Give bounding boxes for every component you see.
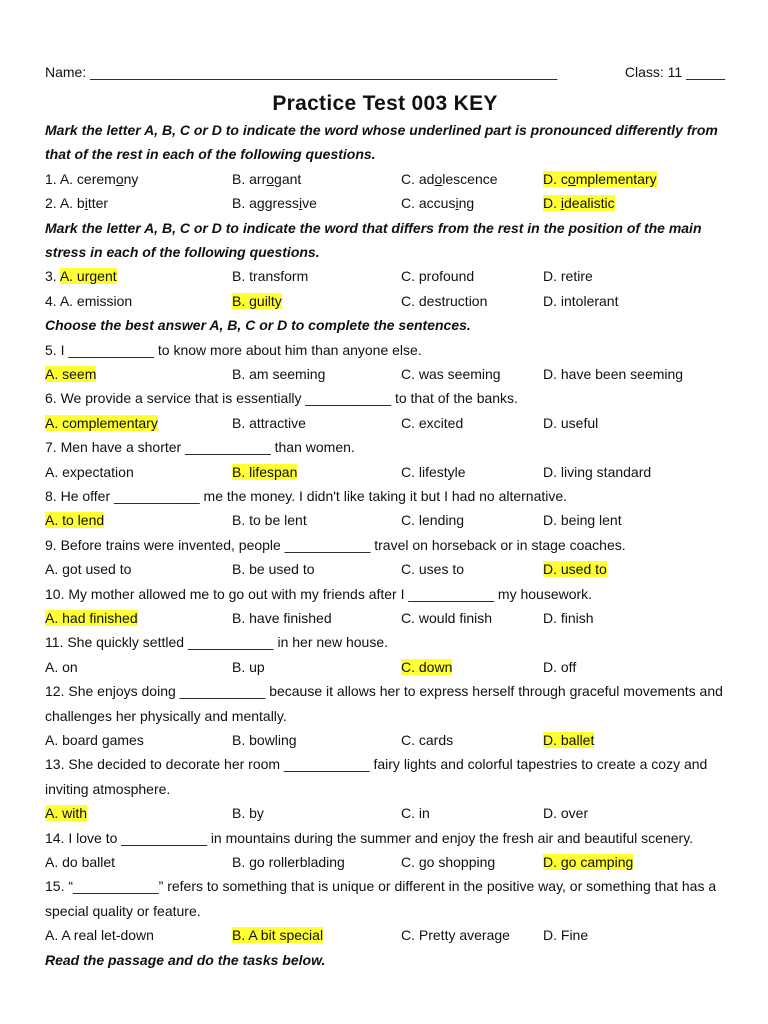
- question-stem: [45, 826, 725, 850]
- answer-option: [401, 464, 466, 480]
- option-text: A. board games: [45, 731, 144, 748]
- option-cell: [232, 728, 401, 752]
- option-text: C. destruction: [401, 292, 488, 309]
- option-cell: [45, 801, 232, 825]
- option-cell: [232, 850, 401, 874]
- answer-option-highlighted: [45, 610, 138, 626]
- name-class-line: [45, 60, 725, 84]
- question-number: 2.: [45, 195, 57, 212]
- option-cell: [45, 508, 232, 532]
- question-stem: [45, 582, 725, 606]
- option-cell: [45, 264, 232, 288]
- answer-option-highlighted: [232, 464, 297, 480]
- options-row: [45, 167, 725, 191]
- question-stem: [45, 752, 725, 801]
- option-cell: [45, 289, 232, 313]
- answer-option: [232, 732, 297, 748]
- class-field: [625, 60, 725, 84]
- question-item: [45, 264, 725, 288]
- question-number: 9.: [45, 536, 57, 553]
- option-cell: [45, 923, 232, 947]
- option-cell: [401, 167, 543, 191]
- answer-option: [232, 415, 306, 431]
- answer-option: [232, 268, 308, 284]
- option-text: A. cerem: [59, 170, 116, 187]
- test-content: [45, 118, 725, 972]
- answer-option: [543, 512, 622, 528]
- section-instruction: Read the passage and do the tasks below.: [45, 951, 326, 968]
- answer-option: [45, 854, 115, 870]
- option-cell: [401, 362, 543, 386]
- section-instruction: Mark the letter A, B, C or D to indicate the word whose underlined part is pronounced differently from that of the rest in each of the following questions.: [45, 122, 718, 163]
- answer-option: [401, 366, 501, 382]
- option-text: D. c: [543, 170, 568, 187]
- option-text: B. lifespan: [232, 463, 298, 480]
- answer-option-highlighted: [45, 512, 104, 528]
- option-cell: [543, 728, 725, 752]
- option-cell: [45, 850, 232, 874]
- options-row: [45, 362, 725, 386]
- option-text: C. lifestyle: [401, 463, 466, 480]
- answer-option: [232, 610, 332, 626]
- question-text: My mother allowed me to go out with my friends after I ___________ my housework.: [68, 585, 593, 602]
- option-text: D.: [543, 195, 561, 212]
- question-item: [45, 533, 725, 582]
- option-cell: [232, 606, 401, 630]
- answer-option: [401, 512, 464, 528]
- question-item: [45, 435, 725, 484]
- option-text: A. emission: [59, 292, 133, 309]
- option-cell: [401, 508, 543, 532]
- answer-option: [45, 659, 78, 675]
- answer-option: [543, 805, 588, 821]
- option-text: A. complementary: [45, 414, 158, 431]
- class-blank: _____: [686, 64, 725, 80]
- question-number: 5.: [45, 341, 57, 358]
- option-cell: [401, 801, 543, 825]
- option-text-rest: mplementary: [575, 170, 657, 187]
- option-cell: [45, 167, 232, 191]
- option-cell: [45, 411, 232, 435]
- answer-option: [401, 927, 510, 943]
- option-text: B. am seeming: [232, 366, 326, 382]
- question-number: 12.: [45, 683, 65, 700]
- option-cell: [543, 191, 725, 215]
- question-stem: [45, 533, 725, 557]
- answer-option: [543, 610, 594, 626]
- question-number: 6.: [45, 390, 57, 407]
- answer-option: [543, 366, 683, 382]
- option-text: C. excited: [401, 414, 464, 431]
- option-cell: [401, 850, 543, 874]
- answer-option: [543, 659, 576, 675]
- option-text: A. with: [45, 805, 88, 822]
- question-item: [45, 874, 725, 947]
- question-text: We provide a service that is essentially ___________ to that of the banks.: [60, 390, 518, 407]
- question-number: 7.: [45, 439, 57, 456]
- option-cell: [401, 460, 543, 484]
- answer-option: [401, 268, 474, 284]
- option-text: C. lending: [401, 512, 465, 529]
- answer-option: [401, 195, 474, 211]
- answer-option-highlighted: [232, 293, 282, 309]
- option-cell: [401, 655, 543, 679]
- question-item: [45, 826, 725, 875]
- option-text: C. accus: [401, 195, 456, 212]
- option-text: B. be used to: [232, 561, 315, 578]
- underlined-letter: o: [266, 170, 275, 187]
- section-instruction: Choose the best answer A, B, C or D to complete the sentences.: [45, 317, 471, 334]
- option-text: A. on: [45, 658, 78, 675]
- option-cell: [543, 460, 725, 484]
- question-item: [45, 679, 725, 752]
- option-text: C. down: [401, 658, 453, 675]
- page-title: Practice Test 003 KEY: [272, 92, 498, 115]
- question-item: [45, 630, 725, 679]
- option-text: C. cards: [401, 731, 454, 748]
- question-item: [45, 484, 725, 533]
- option-text: D. Fine: [543, 927, 589, 944]
- question-text: Before trains were invented, people ___________ travel on horseback or in stage coaches.: [60, 536, 626, 553]
- option-cell: [401, 557, 543, 581]
- option-text: D. being lent: [543, 512, 622, 529]
- option-cell: [543, 508, 725, 532]
- options-row: [45, 801, 725, 825]
- option-cell: [232, 508, 401, 532]
- option-text: D. living standard: [543, 463, 652, 480]
- underlined-letter: o: [434, 170, 443, 187]
- option-text-rest: ng: [458, 195, 475, 212]
- option-text: B. have finished: [232, 609, 332, 626]
- option-cell: [401, 923, 543, 947]
- option-text: A. to lend: [45, 512, 105, 529]
- question-number: 11.: [45, 634, 64, 651]
- question-stem: [45, 679, 725, 728]
- option-text: A. A real let-down: [45, 927, 154, 944]
- option-text: A. had finished: [45, 609, 138, 626]
- option-cell: [401, 411, 543, 435]
- option-text: C. would finish: [401, 609, 493, 626]
- option-cell: [401, 264, 543, 288]
- option-cell: [232, 289, 401, 313]
- options-row: [45, 508, 725, 532]
- option-cell: [543, 801, 725, 825]
- answer-option: [45, 464, 134, 480]
- option-cell: [401, 289, 543, 313]
- options-row: [45, 411, 725, 435]
- answer-option: [543, 268, 593, 284]
- option-cell: [232, 655, 401, 679]
- option-cell: [45, 606, 232, 630]
- option-text: D. off: [543, 658, 577, 675]
- option-cell: [543, 655, 725, 679]
- option-cell: [232, 460, 401, 484]
- underlined-letter: i: [84, 195, 88, 212]
- answer-option: [401, 854, 495, 870]
- option-cell: [232, 411, 401, 435]
- option-text: C. in: [401, 805, 430, 822]
- answer-option-highlighted: [60, 268, 117, 284]
- answer-option: [232, 854, 345, 870]
- option-cell: [543, 557, 725, 581]
- option-text: B. A bit special: [232, 927, 324, 944]
- question-item: [45, 191, 725, 215]
- class-label: Class: 11: [624, 64, 683, 80]
- option-cell: [401, 191, 543, 215]
- option-text: C. uses to: [401, 561, 465, 578]
- question-item: [45, 582, 725, 631]
- question-stem: [45, 874, 725, 923]
- question-text: She decided to decorate her room ___________ fairy lights and colorful tapestries to create a cozy and inviting atmosphere.: [45, 756, 708, 797]
- underlined-letter: i: [455, 195, 459, 212]
- option-cell: [45, 728, 232, 752]
- answer-option: [232, 366, 325, 382]
- question-number: 10.: [45, 585, 65, 602]
- options-row: [45, 191, 725, 215]
- option-text: A. b: [59, 195, 85, 212]
- option-text: D. useful: [543, 414, 599, 431]
- section-instruction: Mark the letter A, B, C or D to indicate the word that differs from the rest in the position of the main stress in each of the following questions.: [45, 219, 702, 260]
- answer-option: [232, 512, 307, 528]
- options-row: [45, 460, 725, 484]
- option-cell: [401, 606, 543, 630]
- option-cell: [232, 362, 401, 386]
- question-text: I ___________ to know more about him than anyone else.: [60, 341, 422, 358]
- answer-option: [232, 171, 301, 187]
- options-row: [45, 557, 725, 581]
- option-text: A. got used to: [45, 561, 132, 578]
- option-text: C. go shopping: [401, 853, 496, 870]
- answer-option-highlighted: [45, 415, 158, 431]
- answer-option: [543, 927, 588, 943]
- answer-option: [60, 293, 132, 309]
- option-text-rest: tter: [87, 195, 109, 212]
- option-text: A. expectation: [45, 463, 134, 480]
- options-row: [45, 606, 725, 630]
- question-number: 4.: [45, 292, 57, 309]
- underlined-letter: o: [567, 170, 576, 187]
- option-cell: [45, 362, 232, 386]
- options-row: [45, 923, 725, 947]
- option-text: B. aggress: [232, 195, 299, 212]
- option-text: A. do ballet: [45, 853, 116, 870]
- answer-option-highlighted: [543, 171, 657, 187]
- options-row: [45, 850, 725, 874]
- question-text: He offer ___________ me the money. I didn't like taking it but I had no alternative.: [60, 487, 568, 504]
- option-text: D. finish: [543, 609, 594, 626]
- option-cell: [543, 167, 725, 191]
- option-text-rest: gant: [274, 170, 302, 187]
- answer-option: [543, 415, 598, 431]
- question-stem: [45, 484, 725, 508]
- answer-option: [543, 293, 618, 309]
- answer-option-highlighted: [543, 195, 615, 211]
- option-cell: [543, 289, 725, 313]
- answer-option: [45, 927, 154, 943]
- answer-option-highlighted: [45, 805, 87, 821]
- option-text: C. Pretty average: [401, 927, 510, 944]
- option-text: B. transform: [232, 268, 309, 285]
- options-row: [45, 264, 725, 288]
- option-cell: [543, 850, 725, 874]
- option-cell: [543, 264, 725, 288]
- question-stem: [45, 435, 725, 459]
- answer-option: [401, 732, 453, 748]
- option-text-rest: lescence: [442, 170, 498, 187]
- option-text-rest: ny: [123, 170, 139, 187]
- option-cell: [45, 557, 232, 581]
- option-text: D. have been seeming: [543, 366, 684, 382]
- answer-option-highlighted: [543, 732, 594, 748]
- answer-option-highlighted: [401, 659, 452, 675]
- options-row: [45, 655, 725, 679]
- question-item: [45, 752, 725, 825]
- option-text: B. by: [232, 805, 264, 822]
- answer-option: [232, 195, 317, 211]
- option-text-rest: dealistic: [564, 195, 615, 212]
- option-text-rest: ve: [302, 195, 317, 212]
- question-text: “___________” refers to something that is unique or different in the positive way, or something that has a special quality or feature.: [45, 878, 717, 919]
- answer-option: [401, 561, 464, 577]
- option-text: B. attractive: [232, 414, 306, 431]
- answer-option: [401, 610, 492, 626]
- answer-option: [232, 805, 264, 821]
- question-item: [45, 289, 725, 313]
- option-text: A. seem: [45, 366, 97, 382]
- underlined-letter: o: [115, 170, 124, 187]
- option-text: C. profound: [401, 268, 475, 285]
- answer-option: [45, 732, 144, 748]
- answer-option: [232, 561, 315, 577]
- option-cell: [232, 191, 401, 215]
- option-text: D. go camping: [543, 853, 634, 870]
- answer-option: [60, 171, 139, 187]
- question-item: [45, 167, 725, 191]
- option-text: D. used to: [543, 561, 607, 578]
- question-number: 1.: [45, 170, 57, 187]
- question-stem: [45, 386, 725, 410]
- option-text: D. intolerant: [543, 292, 619, 309]
- option-cell: [45, 191, 232, 215]
- question-number: 14.: [45, 829, 65, 846]
- underlined-letter: i: [298, 195, 303, 212]
- option-cell: [45, 655, 232, 679]
- answer-option: [543, 464, 651, 480]
- option-text: D. ballet: [543, 731, 595, 748]
- option-text: D. over: [543, 805, 589, 822]
- worksheet-page: [45, 60, 725, 972]
- option-cell: [543, 411, 725, 435]
- option-text: B. bowling: [232, 731, 297, 748]
- answer-option: [401, 805, 430, 821]
- question-text: She quickly settled ___________ in her new house.: [67, 634, 389, 651]
- option-cell: [232, 923, 401, 947]
- option-cell: [232, 557, 401, 581]
- answer-option: [401, 415, 463, 431]
- option-cell: [543, 923, 725, 947]
- question-item: [45, 386, 725, 435]
- answer-option: [232, 659, 265, 675]
- option-text: D. retire: [543, 268, 593, 285]
- answer-option: [45, 561, 131, 577]
- option-cell: [232, 167, 401, 191]
- option-cell: [543, 606, 725, 630]
- question-text: Men have a shorter ___________ than women.: [60, 439, 355, 456]
- question-stem: [45, 630, 725, 654]
- name-field: [45, 60, 557, 84]
- option-text: A. urgent: [59, 268, 117, 285]
- question-number: 13.: [45, 756, 65, 773]
- option-cell: [232, 801, 401, 825]
- name-label: Name:: [45, 64, 87, 80]
- option-text: B. guilty: [232, 292, 282, 309]
- option-cell: [401, 728, 543, 752]
- question-stem: [45, 338, 725, 362]
- answer-option-highlighted: [232, 927, 323, 943]
- answer-option: [60, 195, 108, 211]
- option-text: B. arr: [232, 170, 267, 187]
- underlined-letter: i: [560, 195, 565, 212]
- question-number: 3.: [45, 268, 57, 285]
- option-text: B. go rollerblading: [232, 853, 345, 870]
- option-text: B. up: [232, 658, 265, 675]
- answer-option-highlighted: [45, 366, 96, 382]
- answer-option: [401, 171, 498, 187]
- option-cell: [543, 362, 725, 386]
- options-row: [45, 289, 725, 313]
- option-text: C. was seeming: [401, 366, 501, 382]
- answer-option-highlighted: [543, 561, 607, 577]
- option-cell: [232, 264, 401, 288]
- options-row: [45, 728, 725, 752]
- name-blank: ____________________________________________________________: [90, 64, 558, 80]
- question-item: [45, 338, 725, 387]
- question-text: I love to ___________ in mountains during the summer and enjoy the fresh air and beautiful scenery.: [68, 829, 694, 846]
- option-text: C. ad: [401, 170, 435, 187]
- question-text: She enjoys doing ___________ because it allows her to express herself through graceful movements and challenges her physically and mentally.: [45, 683, 723, 724]
- option-cell: [45, 460, 232, 484]
- question-number: 15.: [45, 878, 65, 895]
- answer-option: [401, 293, 487, 309]
- answer-option-highlighted: [543, 854, 633, 870]
- option-text: B. to be lent: [232, 512, 307, 529]
- question-number: 8.: [45, 487, 57, 504]
